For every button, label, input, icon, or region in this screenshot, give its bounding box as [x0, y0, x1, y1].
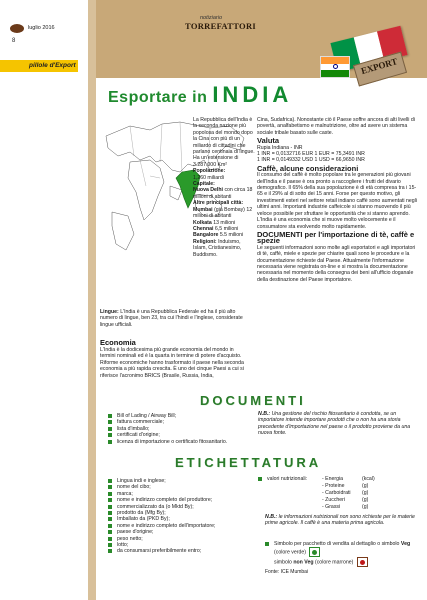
- india-flag-icon: [320, 56, 350, 78]
- coffee-bean-icon: [10, 24, 24, 33]
- list-item: nome del cibo;: [108, 484, 253, 490]
- labelling-list: [108, 478, 253, 555]
- bullet-icon: [108, 530, 112, 534]
- list-item: marca;: [108, 491, 253, 497]
- page-title: [108, 82, 292, 108]
- title-big: INDIA: [212, 82, 293, 107]
- currency-heading: Valuta: [257, 136, 280, 146]
- right-column: [257, 117, 417, 283]
- list-item: da consumarsi preferibilmente entro;: [108, 548, 253, 554]
- list-item: Lingua indi e inglese;: [108, 478, 253, 484]
- list-item: lotto;: [108, 542, 253, 548]
- bullet-icon: [108, 498, 112, 502]
- list-item: paese d'origine;: [108, 529, 253, 535]
- economy-heading: Economia: [100, 338, 136, 347]
- veg-symbol-note: Simbolo per pacchetto di vendita al dettaglio o simbolo Veg (colore verde) simbolo non Veg (colore marrone): [265, 541, 415, 567]
- bullet-icon: [108, 414, 112, 418]
- bullet-icon: [108, 517, 112, 521]
- magazine-subtitle: notiziario: [200, 15, 223, 21]
- export-stamp: EXPORT: [353, 52, 407, 87]
- currency-name: Rupia Indiana - INR: [257, 144, 303, 151]
- issue-date: luglio 2016: [28, 25, 55, 31]
- nutrition-label: valori nutrizionali:: [258, 476, 307, 482]
- source-credit: Fonte: ICE Mumbai: [265, 569, 309, 575]
- rubric-label: pillole d'Export: [29, 62, 76, 69]
- list-item: lista d'imballo;: [108, 426, 253, 432]
- nutrient-name: - Proteine: [322, 483, 345, 489]
- bullet-icon: [108, 479, 112, 483]
- nutrient-unit: (kcal): [362, 476, 375, 482]
- nutrient-name: - Carboidrati: [322, 490, 351, 496]
- veg-symbol-icon: [309, 547, 320, 557]
- non-veg-symbol-icon: [357, 557, 368, 567]
- documents-list: [108, 413, 253, 445]
- nutrition-note: N.B.: le informazioni nutrizionali non sono richieste per le materie prime agricole. Il caffè è una materia prima agricola.: [265, 514, 415, 527]
- list-item: commercializzato da (o Mktd By);: [108, 504, 253, 510]
- list-item: certificati d'origine;: [108, 432, 253, 438]
- economy-paragraph: L'India è la dodicesima più grande economia del mondo in termini nominali ed è la quarta in termine di potere d'acquisto. Riforme economiche hanno trasformato il paese nella seconda economia a più rapida crescita. È uno dei cinque Paesi a cui si riferisce l'acronimo BRICS (Brasile, Russia, India,: [100, 347, 244, 379]
- bullet-icon: [108, 543, 112, 547]
- list-item: Bill of Lading / Airway Bill;: [108, 413, 253, 419]
- docs-import-heading: DOCUMENTI per l'importazione di tè, caffè e spezie: [257, 229, 415, 246]
- list-item: licenza di importazione o certificato fitosanitario.: [108, 439, 253, 445]
- left-divider: [88, 0, 96, 600]
- nutrient-unit: (g): [362, 483, 369, 489]
- list-item: nome e indirizzo completo del produttore;: [108, 497, 253, 503]
- list-item: Imballato da (PKD By);: [108, 516, 253, 522]
- nutrient-name: - Zuccheri: [322, 497, 346, 503]
- title-small: Esportare in: [108, 89, 208, 106]
- languages-paragraph: Lingue: L'India è una Repubblica Federale ed ha il più alto numero di lingue, ben 23, tra cui l'hindi e l'inglese, considerate lingue ufficiali.: [100, 309, 243, 328]
- list-item: peso netto;: [108, 536, 253, 542]
- exchange-rate-eur: 1 INR = 0,0132716 EUR 1 EUR = 75,3491 INR: [257, 151, 365, 158]
- bullet-icon: [108, 433, 112, 437]
- bullet-icon: [108, 524, 112, 528]
- coffee-heading: Caffè, alcune considerazioni: [257, 163, 359, 173]
- documents-note: N.B.: Una gestione del rischio fitosanitario è condotta, se un importatore intende importare prodotti che o non ha una storia precedente d'importazione nel paese o il prodotto proviene da una nuova fonte.: [258, 411, 411, 437]
- bullet-icon: [108, 427, 112, 431]
- docs-import-paragraph: Le seguenti informazioni sono molte agli esportatori e agli importatori di tè, caffè, miele e spezie per chiarire quali sono le procedure e la documentazione richieste dal Paese. Attualmente l'informazione necessaria viene registrata on-line e si mostra la documentazione necessaria nel momento della consegna dei beni all'ufficio doganale della destinazione del Paese importatore.: [257, 244, 416, 283]
- bullet-icon: [258, 477, 262, 481]
- nutrient-unit: (g): [362, 504, 369, 510]
- economy-continued: Cina, Sudafrica). Nonostante ciò il Paese soffre ancora di alti livelli di povertà, analfabetismo e malnutrizione, oltre ad avere un sistema sociale tribale basato sulle caste.: [257, 117, 415, 136]
- magazine-title: TORREFATTORI: [185, 21, 256, 31]
- page-number: 8: [12, 38, 16, 44]
- coffee-paragraph-2: L'India è una economia che si muove molto velocemente e il consumatore sta evolvendo molto rapidamente.: [257, 217, 396, 230]
- exchange-rate-usd: 1 INR = 0,0149332 USD 1 USD = 66,9650 INR: [257, 157, 365, 164]
- nutrient-name: - Energia: [322, 476, 344, 482]
- list-item: nome e indirizzo completo dell'importatore;: [108, 523, 253, 529]
- bullet-icon: [108, 549, 112, 553]
- bullet-icon: [108, 485, 112, 489]
- list-item: fattura commerciale;: [108, 419, 253, 425]
- bullet-icon: [108, 440, 112, 444]
- documents-heading: DOCUMENTI: [200, 393, 306, 408]
- nutrient-name: - Grassi: [322, 504, 341, 510]
- labelling-heading: ETICHETTATURA: [175, 455, 322, 470]
- nutrient-unit: (g): [362, 490, 369, 496]
- country-facts: La Repubblica dell'India è la seconda nazione più popolosa del mondo dopo la Cina con più di un miliardo di cittadini che parlano centinaia di lingue. Ha un'estensione di 3.287.000 Km² Popolazione: 1,260 miliardi Capitale: Nuova Delhi con circa 18 milioni di abitanti Altre principali città: Mumbai (già Bombay) 12 milioni di abitanti Kolkata 13 milioni Chennai 6,5 milioni Bangalore 5.5 milioni Religioni: Induismo, Islam, Cristianesimo, Buddismo.: [193, 117, 255, 258]
- nutrient-unit: (g): [362, 497, 369, 503]
- bullet-icon: [108, 492, 112, 496]
- coffee-paragraph: Il consumo del caffè è molto popolare tra le generazioni più giovani dell'India e il paese è ora pronto a raccogliere i frutti del divario demografico. Il 65% della sua popolazione è di età compresa tra i 15-65 e il 29% al di sotto dei 15 anni. Forse per questo motivo, gli investimenti esteri nel settore retail indiano caffè sono aumentati negli ultimi anni. Importanti industrie caffeicole si stanno muovendo il più veloce possibile per sfruttare le opportunità che si stanno aprendo.: [257, 172, 417, 217]
- bullet-icon: [108, 420, 112, 424]
- bullet-icon: [265, 542, 269, 546]
- list-item: prodotto da (Mfg By);: [108, 510, 253, 516]
- bullet-icon: [108, 537, 112, 541]
- bullet-icon: [108, 505, 112, 509]
- bullet-icon: [108, 511, 112, 515]
- left-margin: [0, 0, 90, 600]
